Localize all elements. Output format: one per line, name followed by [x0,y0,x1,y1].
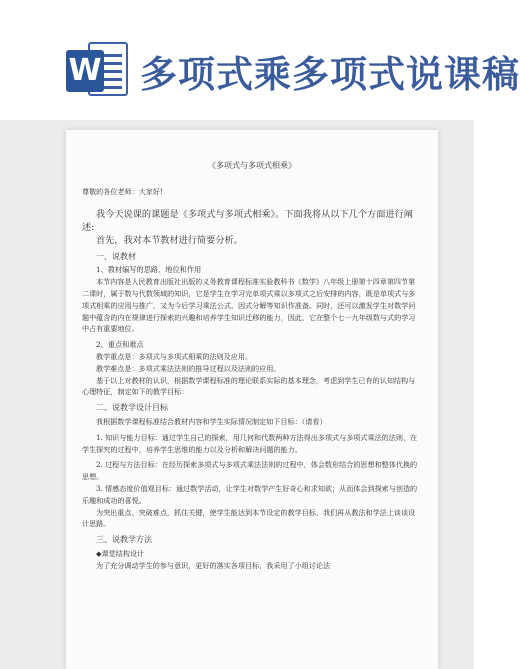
goal-1: 1. 知识与能力目标：通过学生自己的探索，用几何和代数两种方法得出多项式与多项式乘法的法则，在学生探究的过程中，培养学生思维的能力以及分析和解决问题的能力。 [82,432,418,454]
document-page [66,130,438,669]
subheading-1-2: 2、重点和难点 [96,340,144,350]
key-point: 教学重点是：多项式与多项式相乘的法则及应用。 [96,351,253,361]
word-letter: W [66,50,104,92]
title-banner [0,0,520,120]
goal-2: 2. 过程与方法目标：在经历探索多项式与多项式乘法法则的过程中，体会数形结合的思想和整体代换的思想。 [82,460,418,482]
subheading-3-1: ◆课堂结构设计 [96,548,145,558]
goal-4: 为突出重点、突破难点，抓住关键，使学生能达到本节设定的教学目标，我们再从教法和学法上谈谈设计思路。 [82,507,416,529]
difficult-point: 教学难点是：多项式乘法法则的推导过程以及法则的应用。 [96,363,281,373]
paragraph-2-intro: 我根据数学课程标准结合教材内容和学生实际情况制定如下目标：（请看） [96,416,327,426]
goal-3: 3. 情感态度价值观目标：通过数学活动，让学生对数学产生好奇心和求知欲；从而体会到探索与创造的乐趣和成功的喜悦。 [82,483,418,505]
first-paragraph: 首先，我对本节教材进行简要分析。 [96,234,243,246]
paragraph-3-1: 为了充分调动学生的参与意识，更好的落实各项目标，我采用了小组讨论法 [96,560,331,570]
section-heading-2: 二、说教学设计目标 [96,403,168,413]
subheading-1-1: 1、教材编写的思路、地位和作用 [96,265,202,275]
section-heading-1: 一、说教材 [96,251,136,261]
banner-title: 多项式乘多项式说课稿 [140,53,520,96]
document-title: 《多项式与多项式相乘》 [208,161,296,170]
word-document-icon [66,40,130,100]
paragraph-1-2: 基于以上对教材的认识，根据数学课程标准的理论联系实际的基本理念，考虑到学生已有的认知结构与心理特征，制定如下的教学目标： [82,375,416,397]
greeting: 尊敬的各位老师：大家好! [82,186,163,196]
section-heading-3: 三、说教学方法 [96,535,152,545]
document-content [82,160,422,572]
paragraph-1-1: 本节内容是人民教育出版社出版的义务教育课程标准实验教科书《数学》八年级上册第十四章第四节第二课时，属于数与代数领域的知识，它是学生在学习完单项式乘以多项式之后安排的内容，既是单项式与多项式相乘的应用与推广，又为今后学习乘法公式，因式分解等知识作准备。同时，还可以激发学生对数学问题中蕴含的内在规律进行探索的兴趣和培养学生知识迁移的能力，因此，它在整个七一九年级数与式的学习中占有重要地位。 [82,277,416,334]
intro-paragraph: 我今天说课的课题是《多项式与多项式相乘》。下面我将从以下几个方面进行阐述: [82,208,413,233]
